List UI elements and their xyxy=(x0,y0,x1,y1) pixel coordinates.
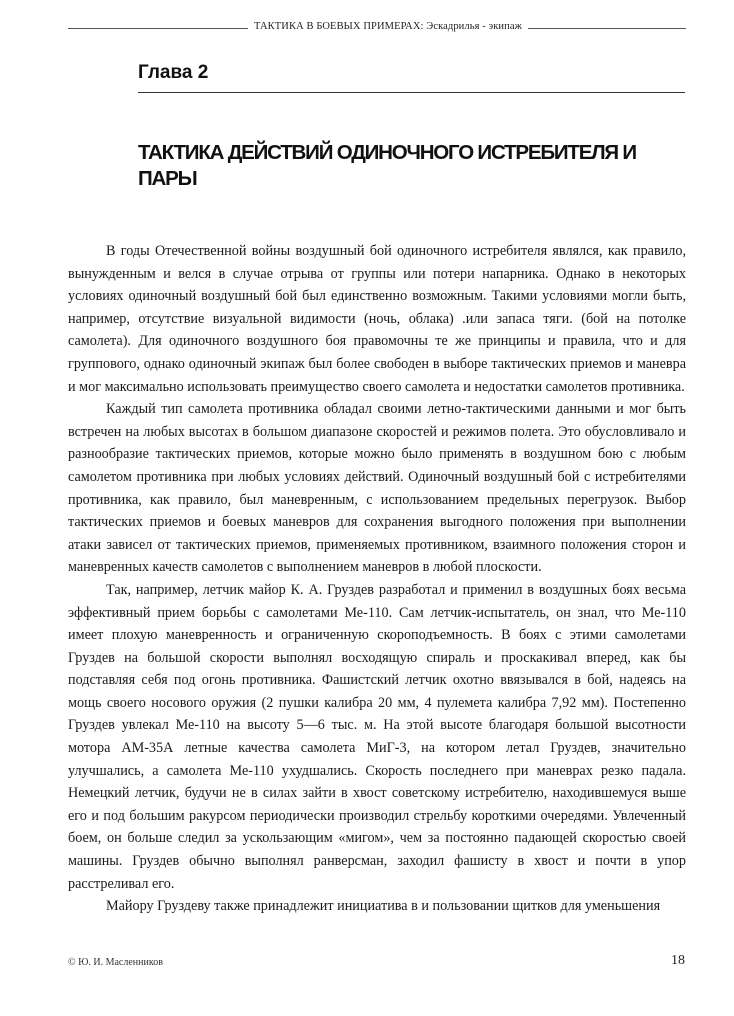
chapter-title: ТАКТИКА ДЕЙСТВИЙ ОДИНОЧНОГО ИСТРЕБИТЕЛЯ И ПАРЫ xyxy=(138,141,636,190)
paragraph: Так, например, летчик майор К. А. Груздев разработал и применил в воздушных боях весьма эффективный прием борьбы с самолетами Ме-110. Сам летчик-испытатель, он знал, что Ме-110 имеет плохую маневренность и ограниченную скороподъемность. В боях с этими самолетами Груздев на большой скорости выполнял восходящую спираль и проскакивал вперед, как бы подставляя себя под огонь противника. Фашистский летчик охотно ввязывался в бой, надеясь на мощь своего носового оружия (2 пушки калибра 20 мм, 4 пулемета калибра 7,92 мм). Постепенно Груздев увлекал Ме-110 на высоту 5—6 тыс. м. На этой высоте благодаря большой высотности мотора АМ-35А летные качества самолета МиГ-3, на котором летал Груздев, значительно улучшались, а самолета Ме-110 ухудшались. Скорость последнего при маневрах резко падала. Немецкий летчик, будучи не в силах зайти в хвост советскому истребителю, находившемуся выше его и под большим ракурсом периодически производил стрельбу короткими очередями. Увлеченный боем, он больше следил за ускользающим «мигом», чем за постоянно падающей скоростью своей машины. Груздев обычно выполнял ранверсман, заходил фашисту в хвост и почти в упор расстреливал его. xyxy=(68,581,686,892)
body-text xyxy=(68,240,686,918)
paragraph: Каждый тип самолета противника обладал своими летно-тактическими данными и мог быть встречен на любых высотах в большом диапазоне скоростей и режимов полета. Это обусловливало и разнообразие тактических приемов, которые можно было применять в воздушном бою с любым самолетом противника при любых условиях действий. Одиночный воздушный бой с истребителями противника, как правило, был маневренным, с использованием предельных перегрузок. Выбор тактических приемов и боевых маневров для сохранения выгодного положения при выполнении атаки зависел от тактических приемов, применяемых противником, взаимного положения сторон и маневренных качеств самолетов с выполнением маневров в любой плоскости. xyxy=(68,401,686,576)
page-number: 18 xyxy=(671,953,685,968)
chapter-rule xyxy=(138,92,685,93)
footer-copyright: © Ю. И. Масленников xyxy=(68,957,163,968)
paragraph: В годы Отечественной войны воздушный бой одиночного истребителя являлся, как правило, вынужденным и велся в случае отрыва от группы или потери напарника. Однако в некоторых условиях одиночный воздушный бой был единственно возможным. Такими условиями могли быть, например, отсутствие визуальной видимости (ночь, облака) .или запаса тяги. (бой на потолке самолета). Для одиночного воздушного боя правомочны те же принципы и правила, что и для группового, однако одиночный экипаж был более свободен в выборе тактических приемов и маневра и мог максимально использовать преимущество своего самолета и недостатки самолетов противника. xyxy=(68,243,686,395)
paragraph: Майору Груздеву также принадлежит инициатива в и пользовании щитков для уменьшения xyxy=(106,898,661,915)
chapter-label: Глава 2 xyxy=(138,62,209,83)
running-header: ТАКТИКА В БОЕВЫХ ПРИМЕРАХ: Эскадрилья - экипаж xyxy=(248,21,528,32)
